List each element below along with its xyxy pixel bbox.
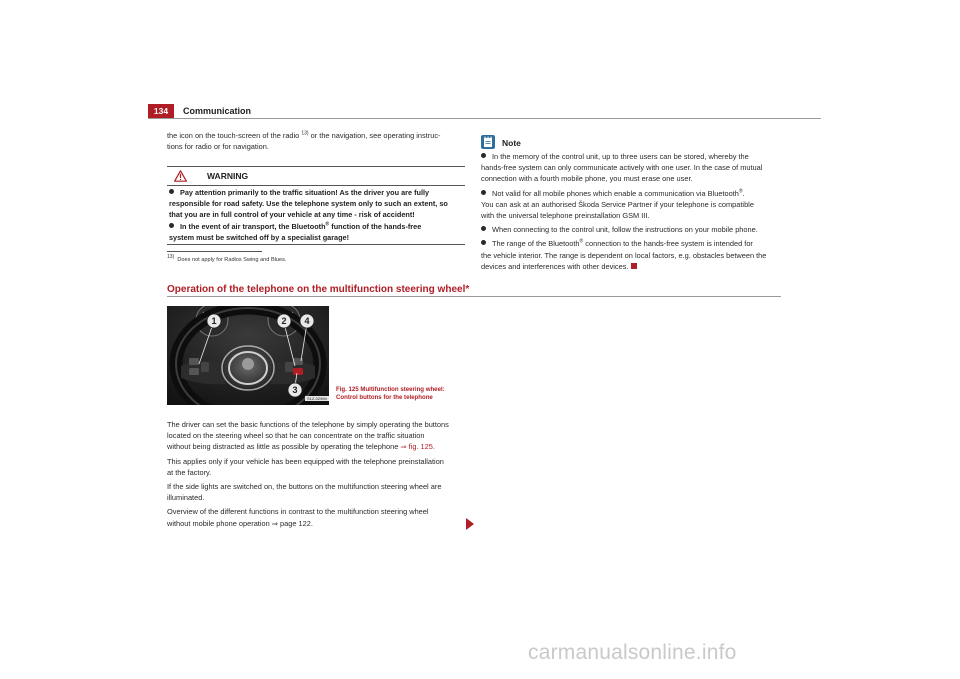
steering-wheel-figure bbox=[167, 306, 329, 405]
section-divider bbox=[167, 296, 781, 297]
warning-text: that you are in full control of your vehicle at any time - risk of accident! bbox=[169, 210, 415, 220]
callout-label: 4 bbox=[304, 316, 310, 327]
body-line bbox=[167, 441, 465, 452]
note-icon bbox=[481, 135, 495, 149]
header-divider bbox=[148, 118, 821, 119]
footnote-marker: 13) bbox=[167, 254, 175, 261]
intro-text: the icon on the touch-screen of the radio bbox=[167, 131, 302, 140]
figure-reference-link[interactable]: ⇒ fig. 125. bbox=[400, 442, 435, 452]
body-line: The driver can set the basic functions of the telephone by simply operating the buttons bbox=[167, 420, 449, 429]
bullet-icon bbox=[481, 240, 486, 245]
note-text: hands-free system can only communicate actively with one user. In the case of mutual bbox=[481, 163, 763, 173]
note-text: connection with a fourth mobile phone, you must erase one user. bbox=[481, 174, 693, 184]
watermark: carmanualsonline.info bbox=[528, 641, 737, 664]
section-title: Operation of the telephone on the multifunction steering wheel* bbox=[167, 284, 470, 295]
caption-line: Fig. 125 Multifunction steering wheel: bbox=[336, 386, 445, 393]
page-number: 134 bbox=[148, 104, 174, 118]
note-title: Note bbox=[502, 138, 521, 148]
bullet-icon bbox=[169, 223, 174, 228]
footnote-ref: 13) bbox=[301, 130, 309, 137]
note-text: devices and interferences with other devices. bbox=[481, 261, 629, 271]
warning-text: system must be switched off by a specialist garage! bbox=[169, 233, 350, 243]
note-text: In the memory of the control unit, up to three users can be stored, whereby the bbox=[492, 152, 749, 161]
note-text: Not valid for all mobile phones which enable a communication via Bluetooth bbox=[492, 188, 739, 198]
warning-text: Pay attention primarily to the traffic situation! As the driver you are fully bbox=[180, 188, 430, 197]
callout-label: 3 bbox=[292, 385, 298, 396]
callout-1 bbox=[207, 314, 221, 328]
registered-mark: ® bbox=[738, 188, 743, 195]
registered-mark: ® bbox=[579, 238, 584, 245]
figure-code: S1Z-0296h bbox=[307, 396, 327, 401]
warning-text: function of the hands-free bbox=[329, 222, 422, 231]
warning-title: WARNING bbox=[207, 171, 249, 181]
footnote-text: Does not apply for Radios Swing and Blues. bbox=[177, 257, 287, 263]
callout-2 bbox=[277, 314, 291, 328]
figure-caption bbox=[336, 386, 476, 403]
intro-line2: tions for radio or for navigation. bbox=[167, 142, 269, 152]
warning-box bbox=[167, 166, 465, 245]
footnote-divider bbox=[167, 251, 262, 252]
end-marker-icon bbox=[631, 263, 637, 269]
note-text: You can ask at an authorised Škoda Service Partner if your telephone is compatible bbox=[481, 199, 754, 209]
body-line: If the side lights are switched on, the buttons on the multifunction steering wheel are bbox=[167, 482, 442, 492]
steering-wheel-illustration bbox=[167, 306, 329, 405]
continue-arrow-icon bbox=[466, 518, 474, 530]
callout-label: 1 bbox=[211, 316, 217, 327]
chapter-title: Communication bbox=[183, 106, 252, 116]
warning-text: responsible for road safety. Use the telephone system only to such an extent, so bbox=[169, 199, 448, 209]
body-text-span: without being distracted as little as possible by operating the telephone bbox=[167, 442, 401, 452]
callout-4 bbox=[300, 314, 314, 328]
warning-header bbox=[167, 168, 465, 186]
footnote bbox=[167, 256, 287, 264]
note-item bbox=[481, 188, 781, 199]
intro-paragraph bbox=[167, 130, 465, 152]
body-line: This applies only if your vehicle has been equipped with the telephone preinstallation bbox=[167, 456, 444, 466]
note-text: the vehicle interior. The range is dependent on local factors, e.g. obstacles between the bbox=[481, 250, 767, 260]
warning-triangle-icon bbox=[174, 170, 187, 185]
warning-item bbox=[169, 187, 463, 221]
body-line: Overview of the different functions in contrast to the multifunction steering wheel bbox=[167, 507, 429, 517]
note-list bbox=[481, 151, 781, 272]
intro-text-cont: or the navigation, see operating instruc- bbox=[308, 131, 441, 140]
note-item bbox=[481, 261, 781, 272]
note-item bbox=[481, 151, 781, 162]
note-item bbox=[481, 224, 781, 235]
body-text bbox=[167, 419, 465, 529]
body-line: at the factory. bbox=[167, 467, 212, 477]
caption-line: Control buttons for the telephone bbox=[336, 394, 433, 402]
body-line: located on the steering wheel so that he can concentrate on the traffic situation bbox=[167, 431, 425, 441]
note-text: connection to the hands-free system is intended for bbox=[583, 239, 753, 249]
note-item bbox=[481, 238, 781, 249]
note-text: with the universal telephone preinstallation GSM III. bbox=[481, 211, 650, 221]
bullet-icon bbox=[169, 189, 174, 194]
page-reference-link[interactable]: without mobile phone operation ⇒ page 122. bbox=[167, 518, 313, 528]
callout-3 bbox=[288, 383, 302, 397]
warning-text: In the event of air transport, the Bluetooth bbox=[180, 222, 326, 231]
note-text: The range of the Bluetooth bbox=[492, 239, 580, 249]
body-line: illuminated. bbox=[167, 493, 205, 503]
bullet-icon bbox=[481, 153, 486, 158]
warning-item bbox=[169, 221, 463, 243]
bullet-icon bbox=[481, 190, 486, 195]
registered-mark: ® bbox=[325, 221, 330, 228]
note-text: When connecting to the control unit, follow the instructions on your mobile phone. bbox=[492, 225, 758, 235]
bullet-icon bbox=[481, 226, 486, 231]
callout-label: 2 bbox=[281, 316, 287, 327]
note-text: . bbox=[742, 188, 745, 198]
